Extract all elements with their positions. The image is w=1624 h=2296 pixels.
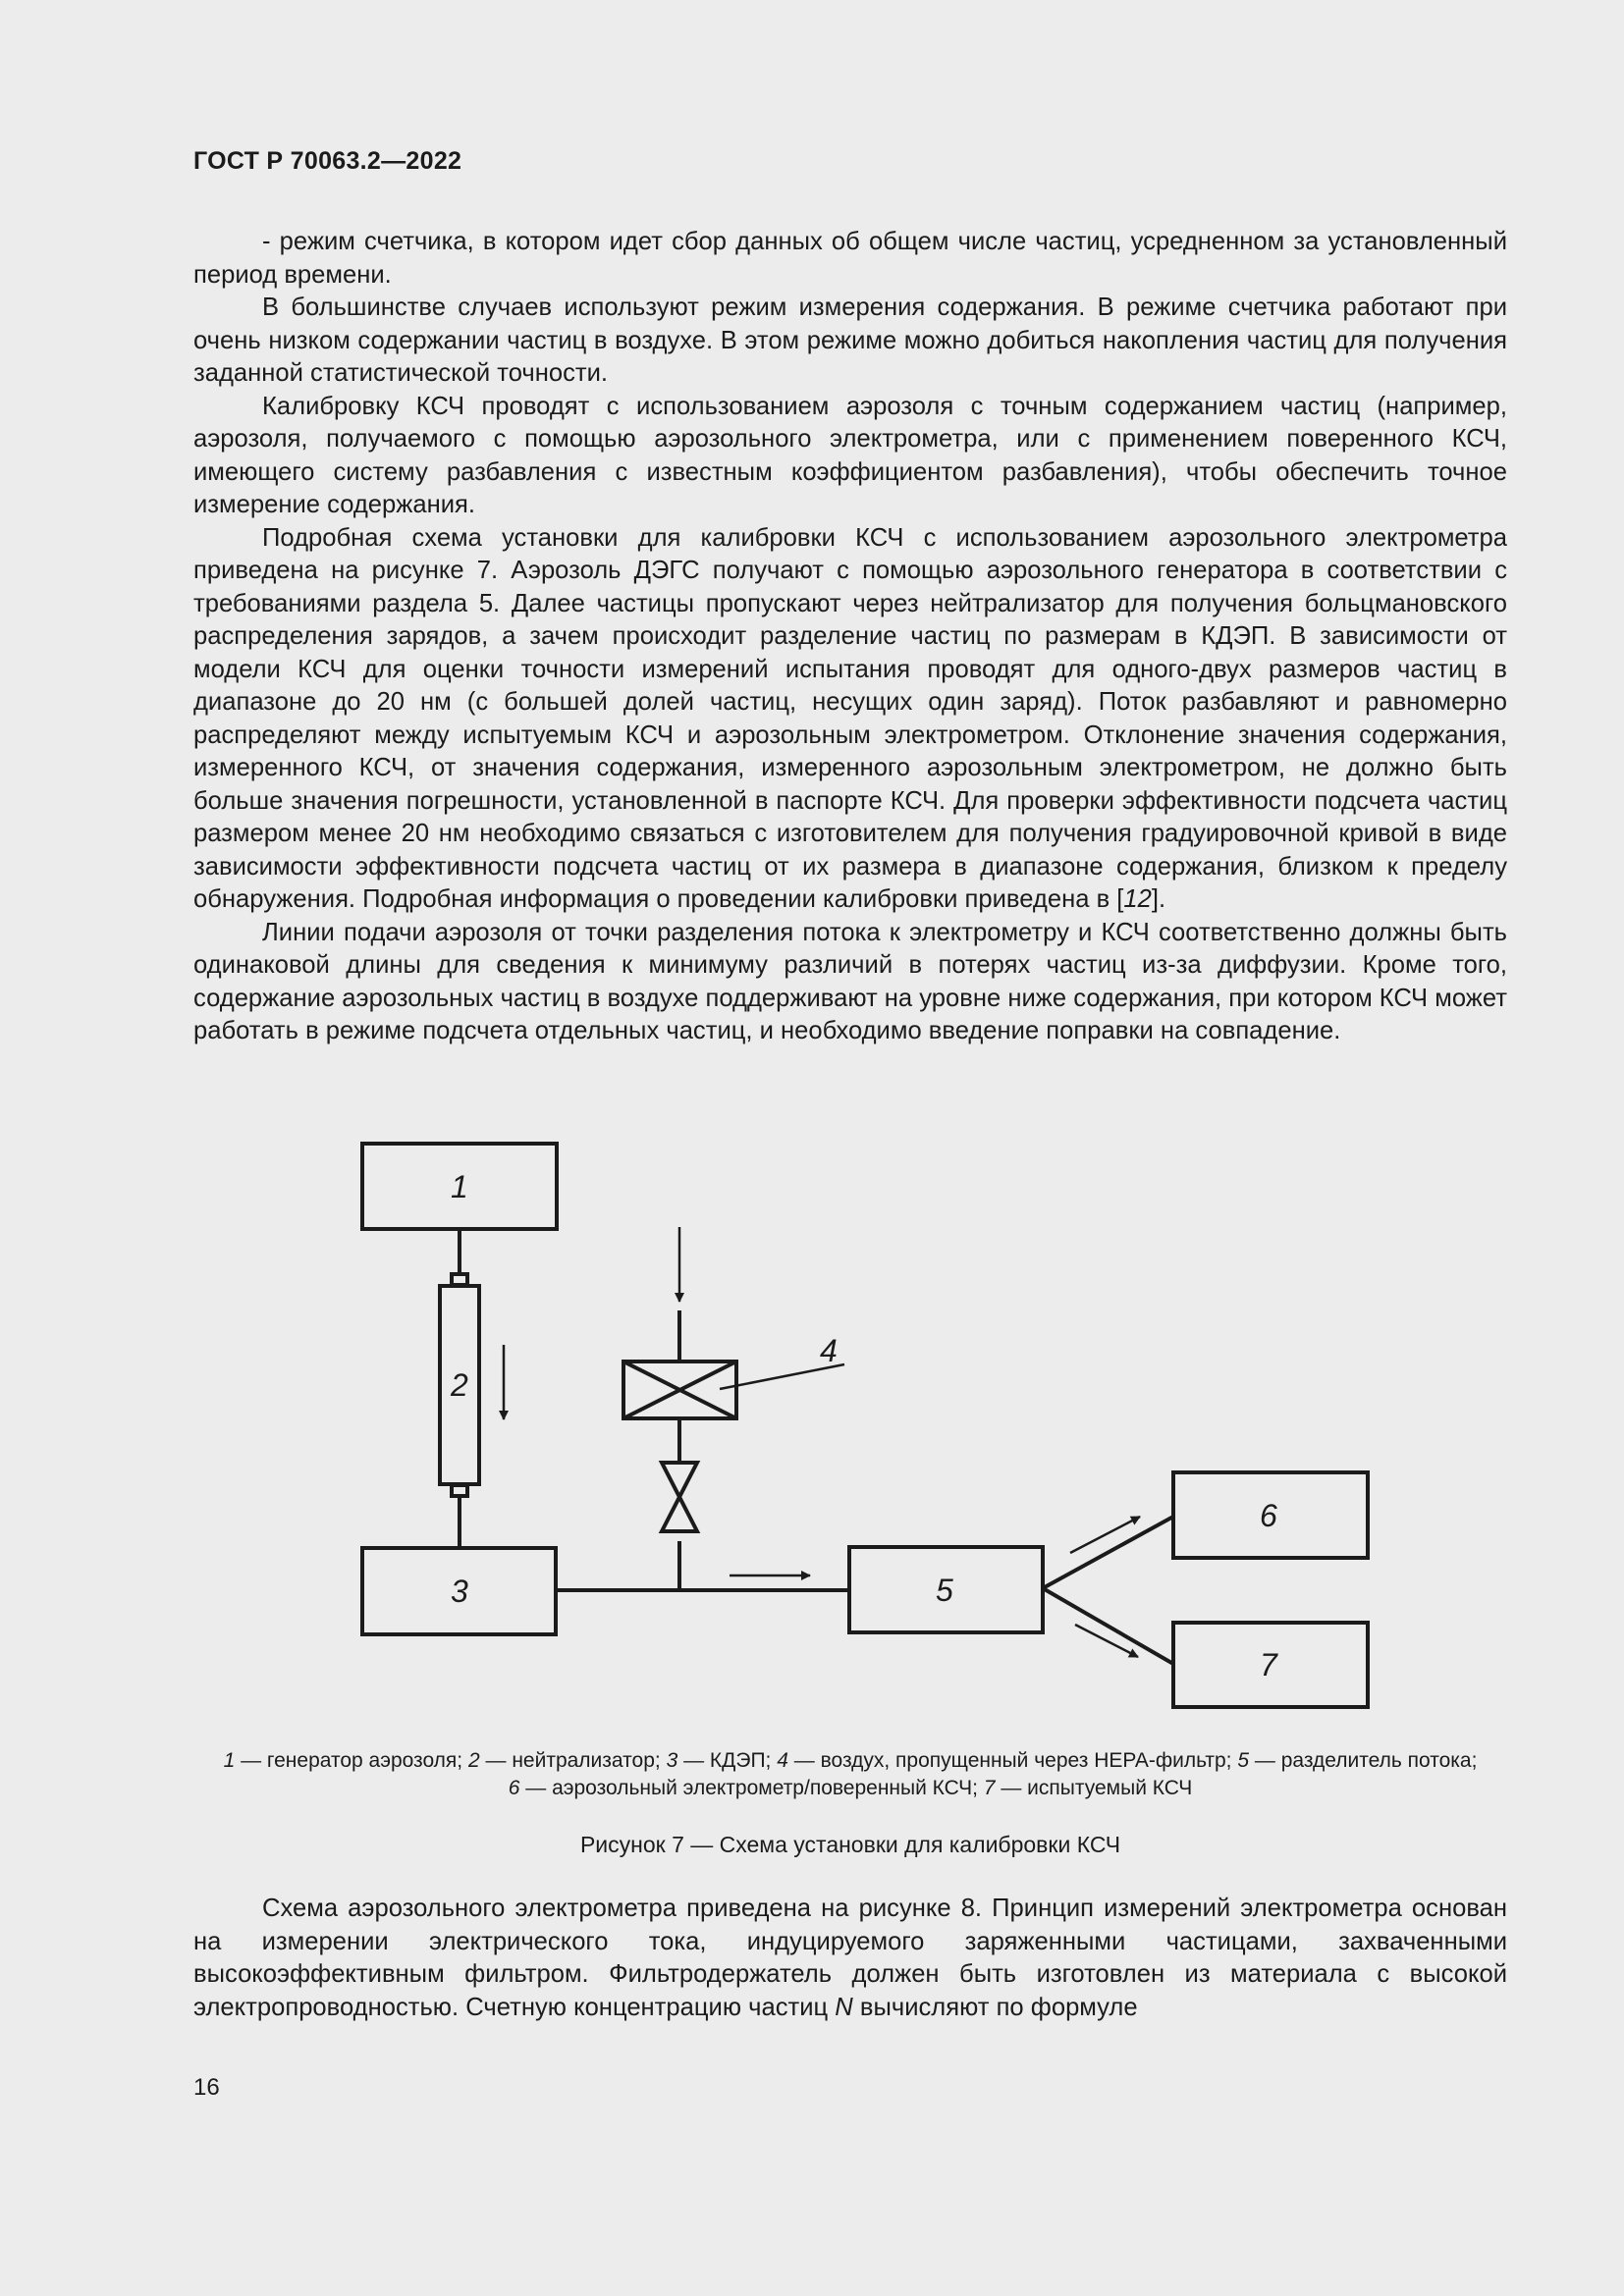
legend-num-5: 5 xyxy=(1237,1749,1250,1772)
legend-text-5: — разделитель потока; xyxy=(1249,1749,1478,1772)
paragraph-feed-lines: Линии подачи аэрозоля от точки разделения потока к электрометру и КСЧ соответственно должны быть одинаковой длины для сведения к минимуму различий в потерях частиц из-за диффузии. Кроме того, содержание аэрозольных частиц в воздухе поддерживают на уровне ниже содержания, при котором КСЧ может работать в режиме подсчета отдельных частиц, и необходимо введение поправки на совпадение. xyxy=(193,918,1507,1044)
paragraph-scheme xyxy=(193,522,1507,917)
legend-text-3: — КДЭП; xyxy=(677,1749,778,1772)
legend-text-1: — генератор аэрозоля; xyxy=(235,1749,468,1772)
legend-text-2: — нейтрализатор; xyxy=(479,1749,667,1772)
legend-text-4: — воздух, пропущенный через HEPA-фильтр; xyxy=(787,1749,1238,1772)
legend-num-1: 1 xyxy=(223,1749,236,1772)
body-text-bottom xyxy=(193,1893,1507,2024)
variable-n: N xyxy=(835,1993,853,2021)
legend-num-3: 3 xyxy=(666,1749,678,1772)
label-4: 4 xyxy=(820,1333,838,1368)
paragraph-electrometer xyxy=(193,1893,1507,2024)
legend-num-2: 2 xyxy=(467,1749,480,1772)
label-5: 5 xyxy=(936,1573,953,1608)
figure-caption: Рисунок 7 — Схема установки для калибровки КСЧ xyxy=(579,1832,1121,1857)
bibliography-reference: 12 xyxy=(1123,885,1152,913)
label-1: 1 xyxy=(451,1169,468,1204)
legend-text-6: — аэрозольный электрометр/поверенный КСЧ; xyxy=(519,1777,984,1799)
figure-legend xyxy=(193,1747,1507,1802)
label-6: 6 xyxy=(1260,1498,1277,1533)
label-2: 2 xyxy=(451,1367,468,1403)
document-header: ГОСТ Р 70063.2—2022 xyxy=(193,147,462,175)
page-number: 16 xyxy=(193,2074,220,2101)
legend-num-7: 7 xyxy=(983,1777,996,1799)
body-text-top xyxy=(193,226,1507,1048)
paragraph-electrometer-text: Схема аэрозольного электрометра приведена на рисунке 8. Принцип измерений электрометра основан на измерении электрического тока, индуцируемого заряженными частицами, захваченными высокоэффективным фильтром. Фильтродержатель должен быть изготовлен из материала с высокой электропроводностью. Счетную концентрацию частиц xyxy=(193,1895,1507,2021)
legend-line-1 xyxy=(193,1747,1507,1775)
legend-line-2 xyxy=(193,1775,1507,1802)
legend-num-4: 4 xyxy=(777,1749,788,1772)
paragraph-electrometer-end: вычисляют по формуле xyxy=(852,1993,1138,2021)
label-7: 7 xyxy=(1260,1647,1277,1682)
flow-arrow-to-electrometer xyxy=(1070,1517,1140,1553)
legend-text-7: — испытуемый КСЧ xyxy=(995,1777,1193,1799)
paragraph-measure-mode: В большинстве случаев используют режим измерения содержания. В режиме счетчика работают при очень низком содержании частиц в воздухе. В этом режиме можно добиться накопления частиц для получения заданной статистической точности. xyxy=(193,294,1507,387)
paragraph-calibration: Калибровку КСЧ проводят с использованием аэрозоля с точным содержанием частиц (например, аэрозоля, получаемого с помощью аэрозольного электрометра, или с применением поверенного КСЧ, имеющего систему разбавления с известным коэффициентом разбавления), чтобы обеспечить точное измерение содержания. xyxy=(193,392,1507,518)
label-3: 3 xyxy=(451,1574,468,1609)
flow-arrow-to-counter xyxy=(1075,1625,1138,1657)
calibration-setup-diagram xyxy=(349,1129,1389,1718)
valve-symbol xyxy=(662,1463,697,1531)
legend-num-6: 6 xyxy=(508,1777,520,1799)
paragraph-scheme-text: Подробная схема установки для калибровки КСЧ с использованием аэрозольного электрометра приведена на рисунке 7. Аэрозоль ДЭГС получают с помощью аэрозольного генератора в соответствии с требованиями раздела 5. Далее частицы пропускают через нейтрализатор для получения больцмановского распределения зарядов, а зачем происходит разделение частиц по размерам в КДЭП. В зависимости от модели КСЧ для оценки точности измерений испытания проводят для одного-двух размеров частиц в диапазоне до 20 нм (с большей долей частиц, несущих один заряд). Поток разбавляют и равномерно распределяют между испытуемым КСЧ и аэрозольным электрометром. Отклонение значения содержания, измеренного КСЧ, от значения содержания, измеренного аэрозольным электрометром, не должно быть больше значения погрешности, установленной в паспорте КСЧ. Для проверки эффективности подсчета частиц размером менее 20 нм необходимо связаться с изготовителем для получения градуировочной кривой в виде зависимости эффективности подсчета частиц от их размера в диапазоне содержания, близком к пределу обнаружения. Подробная информация о проведении калибровки приведена в [ xyxy=(193,523,1507,913)
paragraph-scheme-end: ]. xyxy=(1151,885,1166,913)
paragraph-counter-mode: - режим счетчика, в котором идет сбор данных об общем числе частиц, усредненном за установленный период времени. xyxy=(193,228,1507,289)
